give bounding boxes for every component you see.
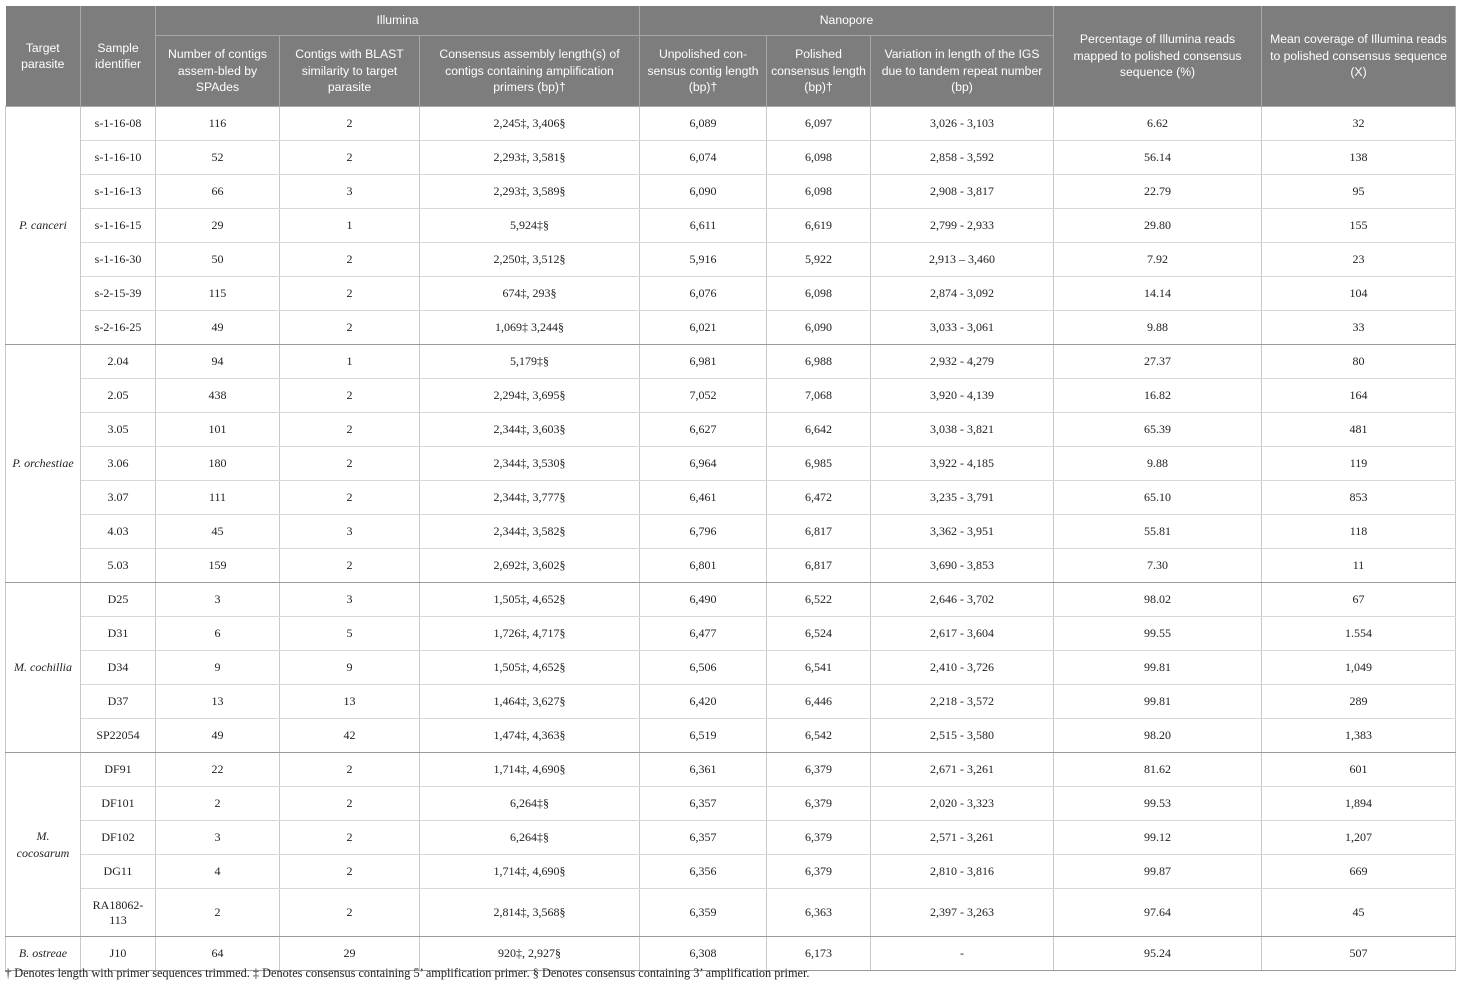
- table-cell: 3: [280, 175, 420, 209]
- table-cell: 3,920 - 4,139: [871, 379, 1054, 413]
- table-cell: 99.81: [1054, 651, 1262, 685]
- table-cell: 6,098: [767, 175, 871, 209]
- header-number-of-contigs: Number of contigs assem-bled by SPAdes: [156, 36, 280, 107]
- table-cell: 1,464‡, 3,627§: [420, 685, 640, 719]
- table-row: [6, 277, 1456, 311]
- table-cell: DF91: [81, 753, 156, 787]
- table-cell: 2: [280, 141, 420, 175]
- table-cell: 81.62: [1054, 753, 1262, 787]
- table-cell: 111: [156, 481, 280, 515]
- table-cell: 4: [156, 855, 280, 889]
- table-cell: 2,294‡, 3,695§: [420, 379, 640, 413]
- table-row: [6, 889, 1456, 937]
- table-row: [6, 821, 1456, 855]
- table-cell: 33: [1262, 311, 1456, 345]
- table-cell: 2,293‡, 3,581§: [420, 141, 640, 175]
- table-cell: 52: [156, 141, 280, 175]
- table-cell: 1,383: [1262, 719, 1456, 753]
- table-cell: 5,179‡§: [420, 345, 640, 379]
- table-cell: 5,916: [640, 243, 767, 277]
- table-cell: 104: [1262, 277, 1456, 311]
- table-cell: 6.62: [1054, 107, 1262, 141]
- table-cell: 45: [1262, 889, 1456, 937]
- table-cell: 99.12: [1054, 821, 1262, 855]
- table-cell: 6,801: [640, 549, 767, 583]
- table-cell: 2,344‡, 3,777§: [420, 481, 640, 515]
- table-cell: 6,359: [640, 889, 767, 937]
- table-cell: 2: [280, 787, 420, 821]
- table-cell: 6,522: [767, 583, 871, 617]
- table-cell: s-1-16-30: [81, 243, 156, 277]
- table-row: [6, 753, 1456, 787]
- table-cell: J10: [81, 937, 156, 971]
- header-unpolished-length: Unpolished con-sensus contig length (bp)†: [640, 36, 767, 107]
- table-cell: 155: [1262, 209, 1456, 243]
- table-cell: 3,038 - 3,821: [871, 413, 1054, 447]
- table-cell: 5,924‡§: [420, 209, 640, 243]
- table-cell: 2,671 - 3,261: [871, 753, 1054, 787]
- table-cell: 99.87: [1054, 855, 1262, 889]
- table-cell: 80: [1262, 345, 1456, 379]
- table-cell: 65.39: [1054, 413, 1262, 447]
- table-cell: 1.554: [1262, 617, 1456, 651]
- table-cell: 6,356: [640, 855, 767, 889]
- table-cell: 2,913 – 3,460: [871, 243, 1054, 277]
- table-cell: 6,472: [767, 481, 871, 515]
- table-cell: 1,505‡, 4,652§: [420, 651, 640, 685]
- table-cell: 2: [280, 447, 420, 481]
- table-cell: 49: [156, 719, 280, 753]
- table-cell: 45: [156, 515, 280, 549]
- table-cell: 16.82: [1054, 379, 1262, 413]
- table-cell: 2,250‡, 3,512§: [420, 243, 640, 277]
- target-parasite-cell: B. ostreae: [6, 937, 81, 971]
- table-cell: 29: [156, 209, 280, 243]
- table-cell: 180: [156, 447, 280, 481]
- table-cell: 6,524: [767, 617, 871, 651]
- table-cell: 6,796: [640, 515, 767, 549]
- table-cell: 22.79: [1054, 175, 1262, 209]
- table-cell: 2: [280, 107, 420, 141]
- table-cell: DG11: [81, 855, 156, 889]
- table-cell: 99.81: [1054, 685, 1262, 719]
- table-cell: 6,627: [640, 413, 767, 447]
- table-row: [6, 583, 1456, 617]
- table-row: [6, 549, 1456, 583]
- table-cell: s-1-16-15: [81, 209, 156, 243]
- results-table-container: [5, 6, 1455, 971]
- table-cell: 2,344‡, 3,603§: [420, 413, 640, 447]
- table-cell: s-2-16-25: [81, 311, 156, 345]
- table-cell: 6,074: [640, 141, 767, 175]
- table-row: [6, 719, 1456, 753]
- table-cell: 6,264‡§: [420, 821, 640, 855]
- table-cell: 6,097: [767, 107, 871, 141]
- target-parasite-cell: M. cocosarum: [6, 753, 81, 937]
- table-cell: 6,379: [767, 787, 871, 821]
- table-cell: 674‡, 293§: [420, 277, 640, 311]
- table-cell: 3.05: [81, 413, 156, 447]
- table-row: [6, 175, 1456, 209]
- table-cell: 6,642: [767, 413, 871, 447]
- table-cell: 3,362 - 3,951: [871, 515, 1054, 549]
- table-cell: 11: [1262, 549, 1456, 583]
- table-cell: 116: [156, 107, 280, 141]
- table-cell: 2,617 - 3,604: [871, 617, 1054, 651]
- table-cell: 5: [280, 617, 420, 651]
- table-cell: 2: [280, 379, 420, 413]
- table-cell: 6,817: [767, 515, 871, 549]
- target-parasite-cell: M. cochillia: [6, 583, 81, 753]
- table-row: [6, 787, 1456, 821]
- table-row: [6, 447, 1456, 481]
- table-cell: 6,021: [640, 311, 767, 345]
- table-cell: 3.07: [81, 481, 156, 515]
- table-cell: 23: [1262, 243, 1456, 277]
- table-row: [6, 617, 1456, 651]
- table-cell: 6,817: [767, 549, 871, 583]
- table-cell: 6,264‡§: [420, 787, 640, 821]
- table-cell: 6,361: [640, 753, 767, 787]
- table-cell: 2: [280, 889, 420, 937]
- table-cell: DF101: [81, 787, 156, 821]
- table-cell: 99.53: [1054, 787, 1262, 821]
- header-consensus-length: Consensus assembly length(s) of contigs containing amplification primers (bp)†: [420, 36, 640, 107]
- table-cell: 1,714‡, 4,690§: [420, 855, 640, 889]
- table-cell: 97.64: [1054, 889, 1262, 937]
- table-cell: 29.80: [1054, 209, 1262, 243]
- table-cell: 6,541: [767, 651, 871, 685]
- table-cell: 14.14: [1054, 277, 1262, 311]
- table-cell: DF102: [81, 821, 156, 855]
- table-cell: 3,033 - 3,061: [871, 311, 1054, 345]
- table-cell: 2,344‡, 3,582§: [420, 515, 640, 549]
- table-cell: 6,379: [767, 821, 871, 855]
- table-cell: 5.03: [81, 549, 156, 583]
- table-cell: 7.92: [1054, 243, 1262, 277]
- table-cell: 6,461: [640, 481, 767, 515]
- table-cell: 2,293‡, 3,589§: [420, 175, 640, 209]
- table-cell: 22: [156, 753, 280, 787]
- table-cell: 27.37: [1054, 345, 1262, 379]
- table-cell: 4.03: [81, 515, 156, 549]
- table-cell: 2,397 - 3,263: [871, 889, 1054, 937]
- table-cell: 13: [280, 685, 420, 719]
- table-cell: 2,571 - 3,261: [871, 821, 1054, 855]
- table-row: [6, 345, 1456, 379]
- table-cell: 6,098: [767, 141, 871, 175]
- table-cell: 2,245‡, 3,406§: [420, 107, 640, 141]
- header-percentage-mapped: Percentage of Illumina reads mapped to polished consensus sequence (%): [1054, 6, 1262, 107]
- table-row: [6, 413, 1456, 447]
- table-cell: 601: [1262, 753, 1456, 787]
- table-cell: 13: [156, 685, 280, 719]
- table-cell: 32: [1262, 107, 1456, 141]
- table-row: [6, 311, 1456, 345]
- table-cell: 6,357: [640, 787, 767, 821]
- results-table: [5, 6, 1456, 971]
- table-cell: 1,049: [1262, 651, 1456, 685]
- table-cell: D25: [81, 583, 156, 617]
- header-nanopore: Nanopore: [640, 6, 1054, 36]
- table-cell: 3,690 - 3,853: [871, 549, 1054, 583]
- table-cell: 66: [156, 175, 280, 209]
- table-cell: 3: [280, 583, 420, 617]
- table-cell: 2,344‡, 3,530§: [420, 447, 640, 481]
- table-row: [6, 141, 1456, 175]
- table-cell: 853: [1262, 481, 1456, 515]
- table-cell: 2,858 - 3,592: [871, 141, 1054, 175]
- table-cell: -: [871, 937, 1054, 971]
- table-cell: 6,090: [640, 175, 767, 209]
- table-cell: 119: [1262, 447, 1456, 481]
- table-cell: 7.30: [1054, 549, 1262, 583]
- table-cell: 3,026 - 3,103: [871, 107, 1054, 141]
- table-cell: 507: [1262, 937, 1456, 971]
- table-cell: 118: [1262, 515, 1456, 549]
- table-body: [6, 107, 1456, 971]
- table-cell: 7,068: [767, 379, 871, 413]
- table-row: [6, 243, 1456, 277]
- table-cell: 6,611: [640, 209, 767, 243]
- table-cell: 3: [156, 821, 280, 855]
- table-cell: 6,308: [640, 937, 767, 971]
- table-cell: 101: [156, 413, 280, 447]
- table-cell: 6,619: [767, 209, 871, 243]
- header-igs-variation: Variation in length of the IGS due to tandem repeat number (bp): [871, 36, 1054, 107]
- table-cell: s-1-16-08: [81, 107, 156, 141]
- table-row: [6, 855, 1456, 889]
- table-cell: 2,799 - 2,933: [871, 209, 1054, 243]
- table-cell: 2,814‡, 3,568§: [420, 889, 640, 937]
- table-cell: 2: [156, 889, 280, 937]
- table-cell: 6,519: [640, 719, 767, 753]
- table-cell: 1,207: [1262, 821, 1456, 855]
- table-cell: 6: [156, 617, 280, 651]
- target-parasite-cell: P. canceri: [6, 107, 81, 345]
- table-cell: 669: [1262, 855, 1456, 889]
- table-cell: 115: [156, 277, 280, 311]
- table-cell: 50: [156, 243, 280, 277]
- table-cell: 65.10: [1054, 481, 1262, 515]
- table-cell: 49: [156, 311, 280, 345]
- table-cell: 2: [280, 243, 420, 277]
- table-cell: 2: [280, 277, 420, 311]
- table-cell: 2,020 - 3,323: [871, 787, 1054, 821]
- table-cell: 289: [1262, 685, 1456, 719]
- table-cell: 42: [280, 719, 420, 753]
- table-cell: 2: [156, 787, 280, 821]
- table-row: [6, 651, 1456, 685]
- table-cell: 6,490: [640, 583, 767, 617]
- header-contigs-blast: Contigs with BLAST similarity to target parasite: [280, 36, 420, 107]
- table-cell: 6,477: [640, 617, 767, 651]
- table-cell: 6,173: [767, 937, 871, 971]
- table-cell: 2,515 - 3,580: [871, 719, 1054, 753]
- table-cell: 164: [1262, 379, 1456, 413]
- table-cell: 6,089: [640, 107, 767, 141]
- table-cell: 95: [1262, 175, 1456, 209]
- table-cell: 2: [280, 311, 420, 345]
- table-cell: RA18062-113: [81, 889, 156, 937]
- table-cell: 6,076: [640, 277, 767, 311]
- table-cell: 138: [1262, 141, 1456, 175]
- table-cell: 2.05: [81, 379, 156, 413]
- table-cell: 2: [280, 753, 420, 787]
- table-cell: 64: [156, 937, 280, 971]
- table-cell: 2: [280, 549, 420, 583]
- table-cell: 6,446: [767, 685, 871, 719]
- table-cell: D37: [81, 685, 156, 719]
- table-cell: 98.02: [1054, 583, 1262, 617]
- table-cell: 9.88: [1054, 311, 1262, 345]
- table-cell: 6,420: [640, 685, 767, 719]
- table-cell: 1,505‡, 4,652§: [420, 583, 640, 617]
- table-cell: 2,410 - 3,726: [871, 651, 1054, 685]
- table-cell: 2: [280, 855, 420, 889]
- table-row: [6, 379, 1456, 413]
- table-cell: 3,922 - 4,185: [871, 447, 1054, 481]
- table-cell: 3: [156, 583, 280, 617]
- table-cell: 9: [156, 651, 280, 685]
- table-row: [6, 209, 1456, 243]
- table-row: [6, 515, 1456, 549]
- table-cell: 3.06: [81, 447, 156, 481]
- table-cell: D31: [81, 617, 156, 651]
- table-row: [6, 481, 1456, 515]
- table-cell: SP22054: [81, 719, 156, 753]
- table-cell: 55.81: [1054, 515, 1262, 549]
- table-footnote: † Denotes length with primer sequences trimmed. ‡ Denotes consensus containing 5’ amplification primer. § Denotes consensus containing 3’ amplification primer.: [5, 966, 810, 980]
- table-cell: 6,379: [767, 855, 871, 889]
- table-cell: 29: [280, 937, 420, 971]
- header-target-parasite: Target parasite: [6, 6, 81, 107]
- table-cell: 56.14: [1054, 141, 1262, 175]
- table-cell: 9.88: [1054, 447, 1262, 481]
- table-cell: 2: [280, 413, 420, 447]
- table-cell: 9: [280, 651, 420, 685]
- table-cell: 2: [280, 481, 420, 515]
- table-cell: 1,069‡ 3,244§: [420, 311, 640, 345]
- table-cell: 3: [280, 515, 420, 549]
- table-cell: 99.55: [1054, 617, 1262, 651]
- table-cell: 1: [280, 345, 420, 379]
- table-cell: 1,726‡, 4,717§: [420, 617, 640, 651]
- table-cell: 3,235 - 3,791: [871, 481, 1054, 515]
- table-cell: s-1-16-10: [81, 141, 156, 175]
- table-cell: 6,363: [767, 889, 871, 937]
- table-cell: 1,714‡, 4,690§: [420, 753, 640, 787]
- table-cell: D34: [81, 651, 156, 685]
- table-cell: 2,646 - 3,702: [871, 583, 1054, 617]
- table-cell: 2,908 - 3,817: [871, 175, 1054, 209]
- table-cell: 2.04: [81, 345, 156, 379]
- header-mean-coverage: Mean coverage of Illumina reads to polished consensus sequence (X): [1262, 6, 1456, 107]
- table-cell: 6,981: [640, 345, 767, 379]
- table-cell: 7,052: [640, 379, 767, 413]
- table-cell: 2,932 - 4,279: [871, 345, 1054, 379]
- table-cell: 1,474‡, 4,363§: [420, 719, 640, 753]
- table-cell: 2: [280, 821, 420, 855]
- table-cell: 438: [156, 379, 280, 413]
- table-cell: 67: [1262, 583, 1456, 617]
- table-cell: 2,810 - 3,816: [871, 855, 1054, 889]
- table-cell: 2,692‡, 3,602§: [420, 549, 640, 583]
- header-sample-identifier: Sample identifier: [81, 6, 156, 107]
- table-row: [6, 685, 1456, 719]
- table-row: [6, 107, 1456, 141]
- target-parasite-cell: P. orchestiae: [6, 345, 81, 583]
- table-cell: 98.20: [1054, 719, 1262, 753]
- table-cell: 6,357: [640, 821, 767, 855]
- table-cell: 5,922: [767, 243, 871, 277]
- table-cell: s-1-16-13: [81, 175, 156, 209]
- table-cell: 481: [1262, 413, 1456, 447]
- header-illumina: Illumina: [156, 6, 640, 36]
- table-cell: 6,506: [640, 651, 767, 685]
- table-cell: s-2-15-39: [81, 277, 156, 311]
- table-cell: 95.24: [1054, 937, 1262, 971]
- table-cell: 6,098: [767, 277, 871, 311]
- table-cell: 6,964: [640, 447, 767, 481]
- table-cell: 920‡, 2,927§: [420, 937, 640, 971]
- table-cell: 1: [280, 209, 420, 243]
- table-cell: 159: [156, 549, 280, 583]
- table-cell: 6,542: [767, 719, 871, 753]
- table-cell: 6,985: [767, 447, 871, 481]
- header-polished-length: Polished consensus length (bp)†: [767, 36, 871, 107]
- table-cell: 2,218 - 3,572: [871, 685, 1054, 719]
- table-cell: 6,379: [767, 753, 871, 787]
- table-cell: 6,988: [767, 345, 871, 379]
- table-cell: 6,090: [767, 311, 871, 345]
- table-cell: 1,894: [1262, 787, 1456, 821]
- table-cell: 94: [156, 345, 280, 379]
- table-cell: 2,874 - 3,092: [871, 277, 1054, 311]
